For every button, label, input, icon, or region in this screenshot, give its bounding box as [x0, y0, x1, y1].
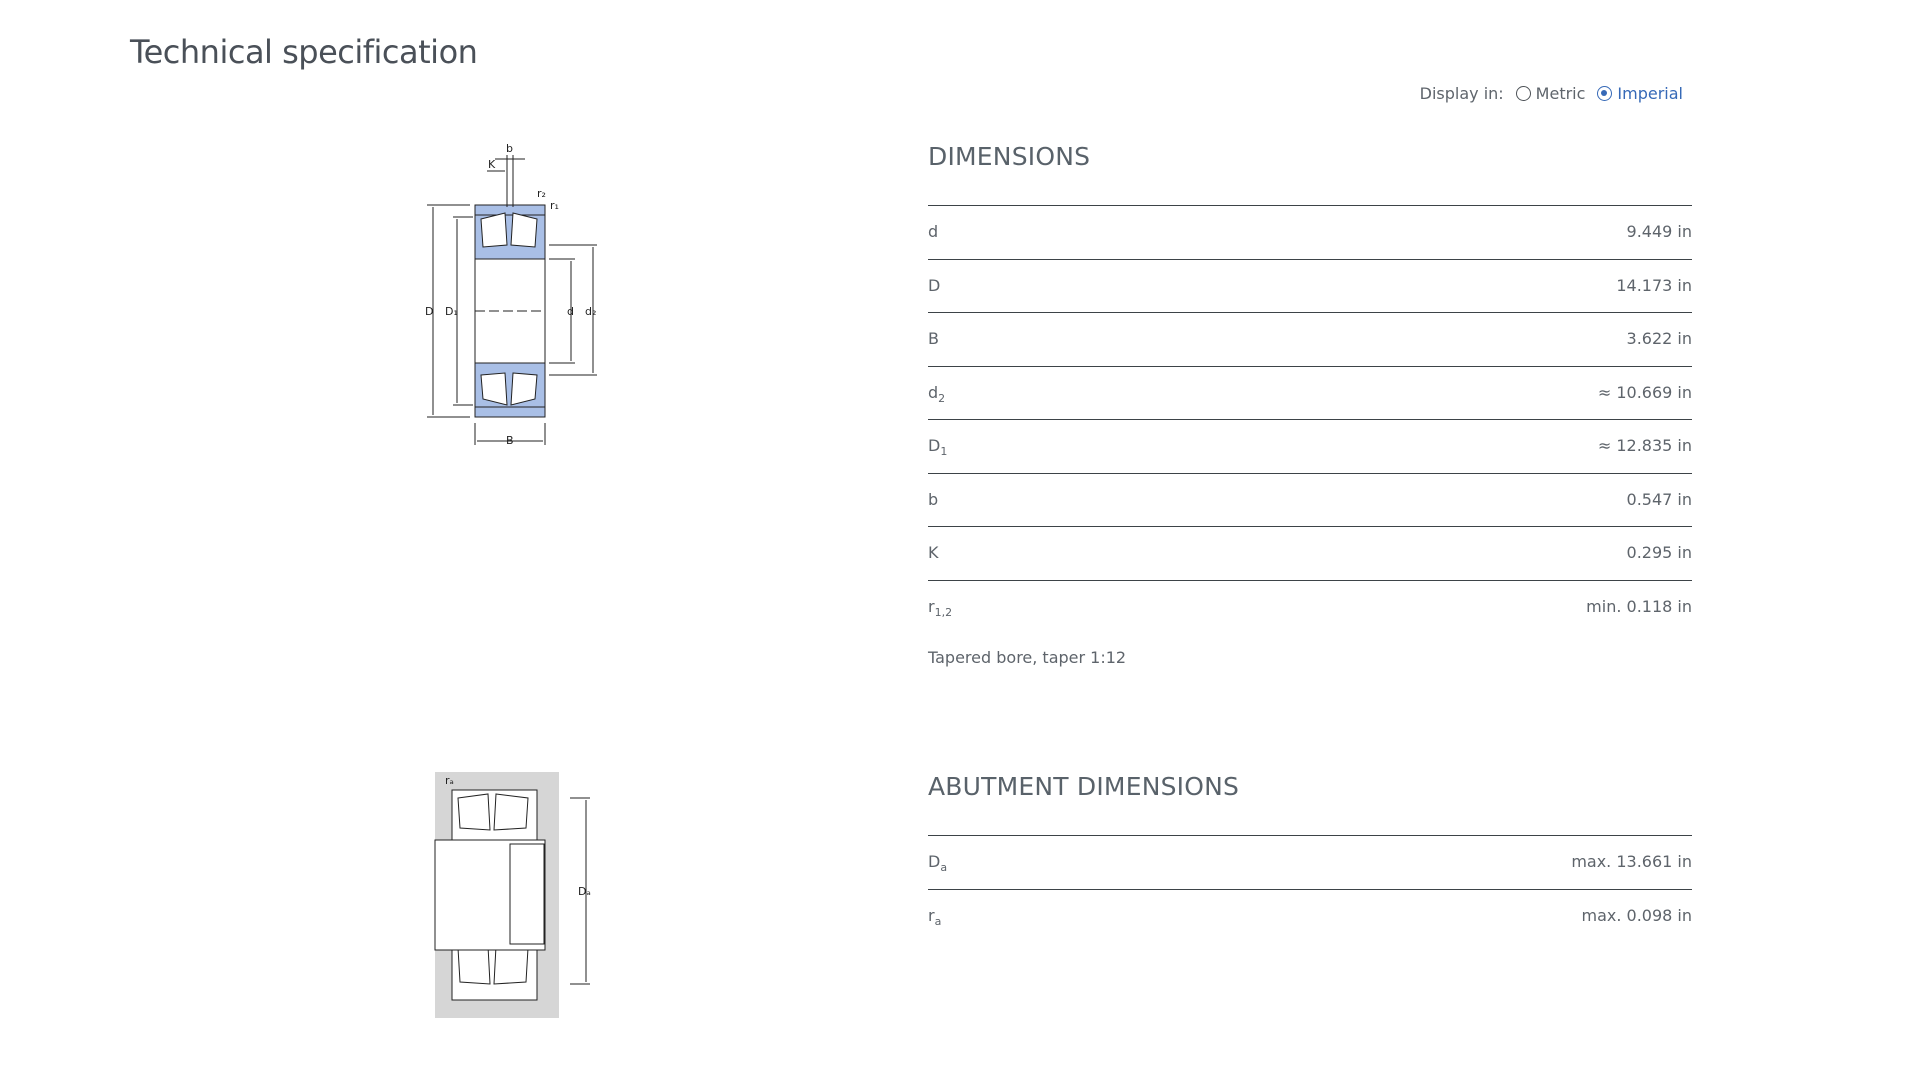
label-B: B — [506, 434, 514, 447]
dim-symbol: $d_2$ — [928, 382, 946, 405]
abutment-table — [928, 835, 1692, 943]
table-row — [928, 581, 1692, 635]
metric-option[interactable] — [1516, 84, 1586, 103]
dim-value: 3.622 in — [1626, 329, 1692, 348]
unit-display-toggle — [1420, 84, 1683, 103]
table-row — [928, 367, 1692, 421]
dim-value: 9.449 in — [1626, 222, 1692, 241]
table-row — [928, 890, 1692, 944]
dimensions-title: DIMENSIONS — [928, 142, 1091, 171]
label-r1: r₁ — [550, 199, 559, 212]
abutment-drawing — [430, 770, 610, 1020]
table-row — [928, 420, 1692, 474]
dim-symbol: $D_1$ — [928, 436, 948, 458]
dim-symbol: K — [928, 543, 939, 562]
dim-value: 0.547 in — [1626, 489, 1692, 509]
label-ra: rₐ — [445, 774, 454, 787]
dim-value: 14.173 in — [1616, 275, 1692, 295]
imperial-option[interactable] — [1597, 84, 1683, 103]
dim-symbol: $r_a$ — [928, 905, 942, 928]
table-row — [928, 527, 1692, 581]
label-b: b — [506, 142, 513, 155]
dim-symbol: $r_{1,2}$ — [928, 596, 953, 619]
label-r2: r₂ — [537, 187, 546, 200]
table-row — [928, 313, 1692, 367]
label-d: d — [567, 305, 574, 318]
label-Da: Dₐ — [578, 885, 591, 898]
abutment-title: ABUTMENT DIMENSIONS — [928, 772, 1240, 801]
label-K: K — [488, 158, 496, 171]
dim-value: ≈ 10.669 in — [1597, 382, 1692, 402]
taper-note: Tapered bore, taper 1:12 — [928, 648, 1127, 667]
dim-symbol: d — [928, 222, 939, 241]
dim-symbol: b — [928, 489, 939, 509]
metric-label[interactable]: Metric — [1535, 84, 1586, 103]
label-D1: D₁ — [445, 305, 458, 318]
bearing-cross-section-drawing — [415, 135, 615, 455]
metric-radio[interactable] — [1516, 86, 1531, 101]
label-D: D — [425, 305, 434, 318]
page-title: Technical specification — [130, 33, 478, 71]
dim-value: ≈ 12.835 in — [1597, 436, 1692, 455]
dim-symbol: B — [928, 329, 939, 348]
dim-value: 0.295 in — [1626, 543, 1692, 562]
dim-symbol: D — [928, 275, 941, 295]
table-row — [928, 474, 1692, 528]
dimensions-table — [928, 205, 1692, 634]
table-row — [928, 206, 1692, 260]
label-d2: d₂ — [585, 305, 597, 318]
dim-value: min. 0.118 in — [1586, 596, 1692, 616]
display-in-label: Display in: — [1419, 84, 1504, 103]
table-row — [928, 260, 1692, 314]
imperial-radio[interactable] — [1597, 86, 1612, 101]
imperial-label[interactable]: Imperial — [1617, 84, 1683, 103]
dim-symbol: $D_a$ — [928, 852, 948, 874]
table-row — [928, 836, 1692, 890]
dim-value: max. 0.098 in — [1581, 905, 1692, 925]
dim-value: max. 13.661 in — [1571, 852, 1692, 871]
